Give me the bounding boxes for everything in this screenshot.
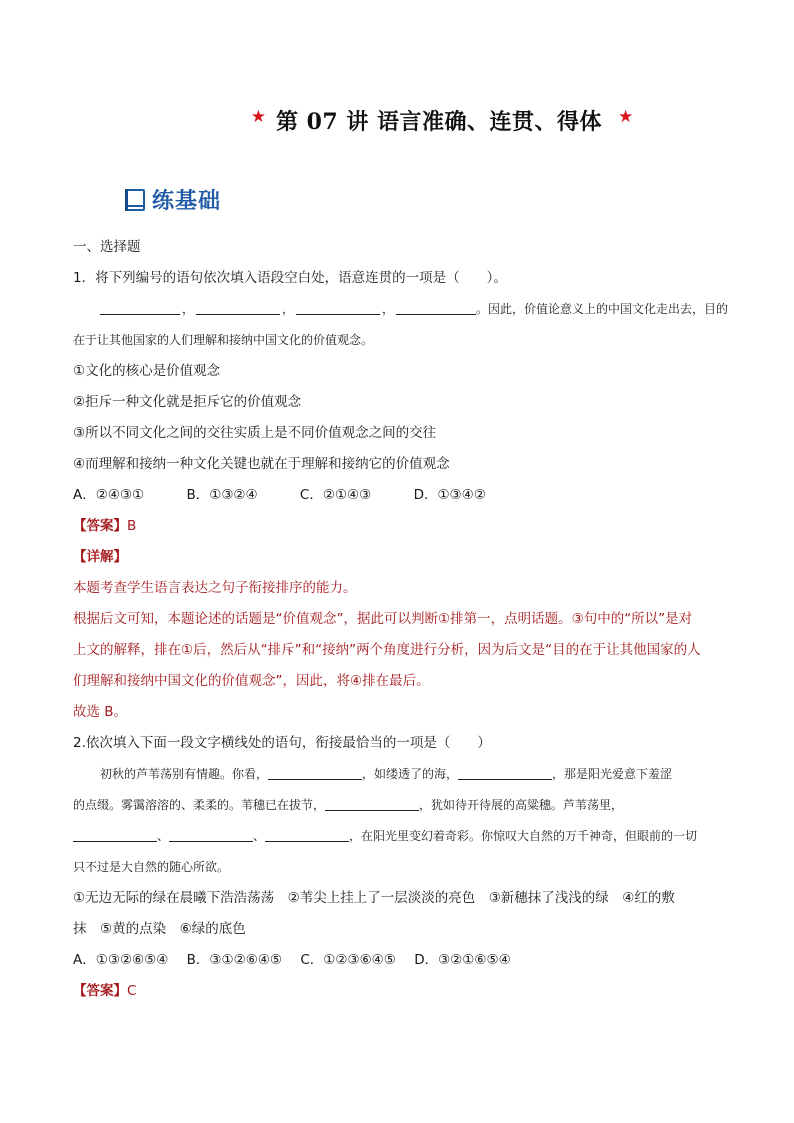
fill-blank xyxy=(73,827,157,842)
fill-blank xyxy=(169,827,253,842)
q1-item: ④而理解和接纳一种文化关键也就在于理解和接纳它的价值观念 xyxy=(73,456,450,472)
fill-blank xyxy=(196,300,280,315)
fill-blank xyxy=(268,765,362,780)
q1-detail-line: 本题考查学生语言表达之句子衔接排序的能力。 xyxy=(73,580,357,596)
q1-passage-line1: ， ， ， 。因此，价值论意义上的中国文化走出去，目的 xyxy=(73,294,723,325)
q1-options xyxy=(73,480,723,511)
option-a: A．②④③① xyxy=(73,487,145,503)
q2-text: ，如缕透了的海， xyxy=(362,767,459,781)
title-row xyxy=(0,100,794,140)
fill-blank xyxy=(265,827,349,842)
q2-text: ，犹如待开待展的高粱穗。芦苇荡里， xyxy=(419,798,624,812)
q2-items-line2: 抹 ⑤黄的点染 ⑥绿的底色 xyxy=(73,921,246,937)
q1-detail-tag xyxy=(73,542,723,573)
q2-passage-line4: 只不过是大自然的随心所欲。 xyxy=(73,860,230,874)
q1-passage-line2: 在于让其他国家的人们理解和接纳中国文化的价值观念。 xyxy=(73,333,374,347)
q2-text: 、 xyxy=(157,829,170,843)
option-b: B．③①②⑥④⑤ xyxy=(186,952,283,968)
section-label: 练基础 xyxy=(152,189,222,214)
answer-tag: 【答案】 xyxy=(73,518,127,534)
q2-text: 、 xyxy=(253,829,266,843)
q1-conclusion: 故选 B。 xyxy=(73,704,128,720)
q2-text: 的点缀。雾霭溶溶的、柔柔的。苇穗已在拔节， xyxy=(73,798,326,812)
q1-answer xyxy=(73,511,723,542)
answer-value: B xyxy=(127,518,137,534)
option-c: C．①②③⑥④⑤ xyxy=(300,952,396,968)
q2-passage-line3 xyxy=(73,821,723,852)
q2-text: 初秋的芦苇荡别有情趣。你看， xyxy=(100,767,269,781)
q2-answer xyxy=(73,976,723,1007)
q2-passage-line1 xyxy=(73,759,723,790)
q2-passage-line2 xyxy=(73,790,723,821)
fill-blank xyxy=(396,300,476,315)
star-icon: ★ xyxy=(618,106,634,127)
option-a: A．①③②⑥⑤④ xyxy=(73,952,169,968)
q1-stem: 1．将下列编号的语句依次填入语段空白处，语意连贯的一项是（ ）。 xyxy=(73,270,507,286)
content xyxy=(73,232,729,1007)
part-heading: 一、选择题 xyxy=(73,239,141,255)
fill-blank xyxy=(100,300,180,315)
fill-blank xyxy=(458,765,552,780)
option-b: B．①③②④ xyxy=(186,487,258,503)
option-d: D．③②①⑥⑤④ xyxy=(414,952,511,968)
fill-blank xyxy=(296,300,380,315)
page-title: 第 07 讲 语言准确、连贯、得体 xyxy=(275,108,603,135)
q1-detail-line: 们理解和接纳中国文化的价值观念”，因此，将④排在最后。 xyxy=(73,673,430,689)
q2-text: ，那是阳光爱意下羞涩 xyxy=(552,767,673,781)
q1-item: ③所以不同文化之间的交往实质上是不同价值观念之间的交往 xyxy=(73,425,437,441)
q1-detail-line: 上文的解释，排在①后，然后从“排斥”和“接纳”两个角度进行分析，因为后文是“目的在于让其他国家的人 xyxy=(73,642,701,658)
q2-items-line1: ①无边无际的绿在晨曦下浩浩荡荡 ②苇尖上挂上了一层淡淡的亮色 ③新穗抹了浅浅的绿 ④红的敷 xyxy=(73,890,675,906)
q2-text: ，在阳光里变幻着奇彩。你惊叹大自然的万千神奇，但眼前的一切 xyxy=(349,829,698,843)
title-inner xyxy=(251,105,634,136)
option-d: D．①③④② xyxy=(413,487,486,503)
fill-blank xyxy=(325,796,419,811)
q2-options xyxy=(73,945,723,976)
q2-stem: 2.依次填入下面一段文字横线处的语句，衔接最恰当的一项是（ ） xyxy=(73,735,491,751)
q1-passage-end: 。因此，价值论意义上的中国文化走出去，目的 xyxy=(476,302,729,316)
answer-value: C xyxy=(127,983,137,999)
book-icon xyxy=(124,188,146,212)
detail-tag: 【详解】 xyxy=(73,549,127,565)
q1-item: ①文化的核心是价值观念 xyxy=(73,363,221,379)
section-heading xyxy=(124,184,221,215)
star-icon: ★ xyxy=(250,106,266,127)
answer-tag: 【答案】 xyxy=(73,983,127,999)
q1-item: ②拒斥一种文化就是拒斥它的价值观念 xyxy=(73,394,302,410)
option-c: C．②①④③ xyxy=(299,487,372,503)
q1-detail-line: 根据后文可知，本题论述的话题是“价值观念”，据此可以判断①排第一，点明话题。③句中的“所以”是对 xyxy=(73,611,693,627)
